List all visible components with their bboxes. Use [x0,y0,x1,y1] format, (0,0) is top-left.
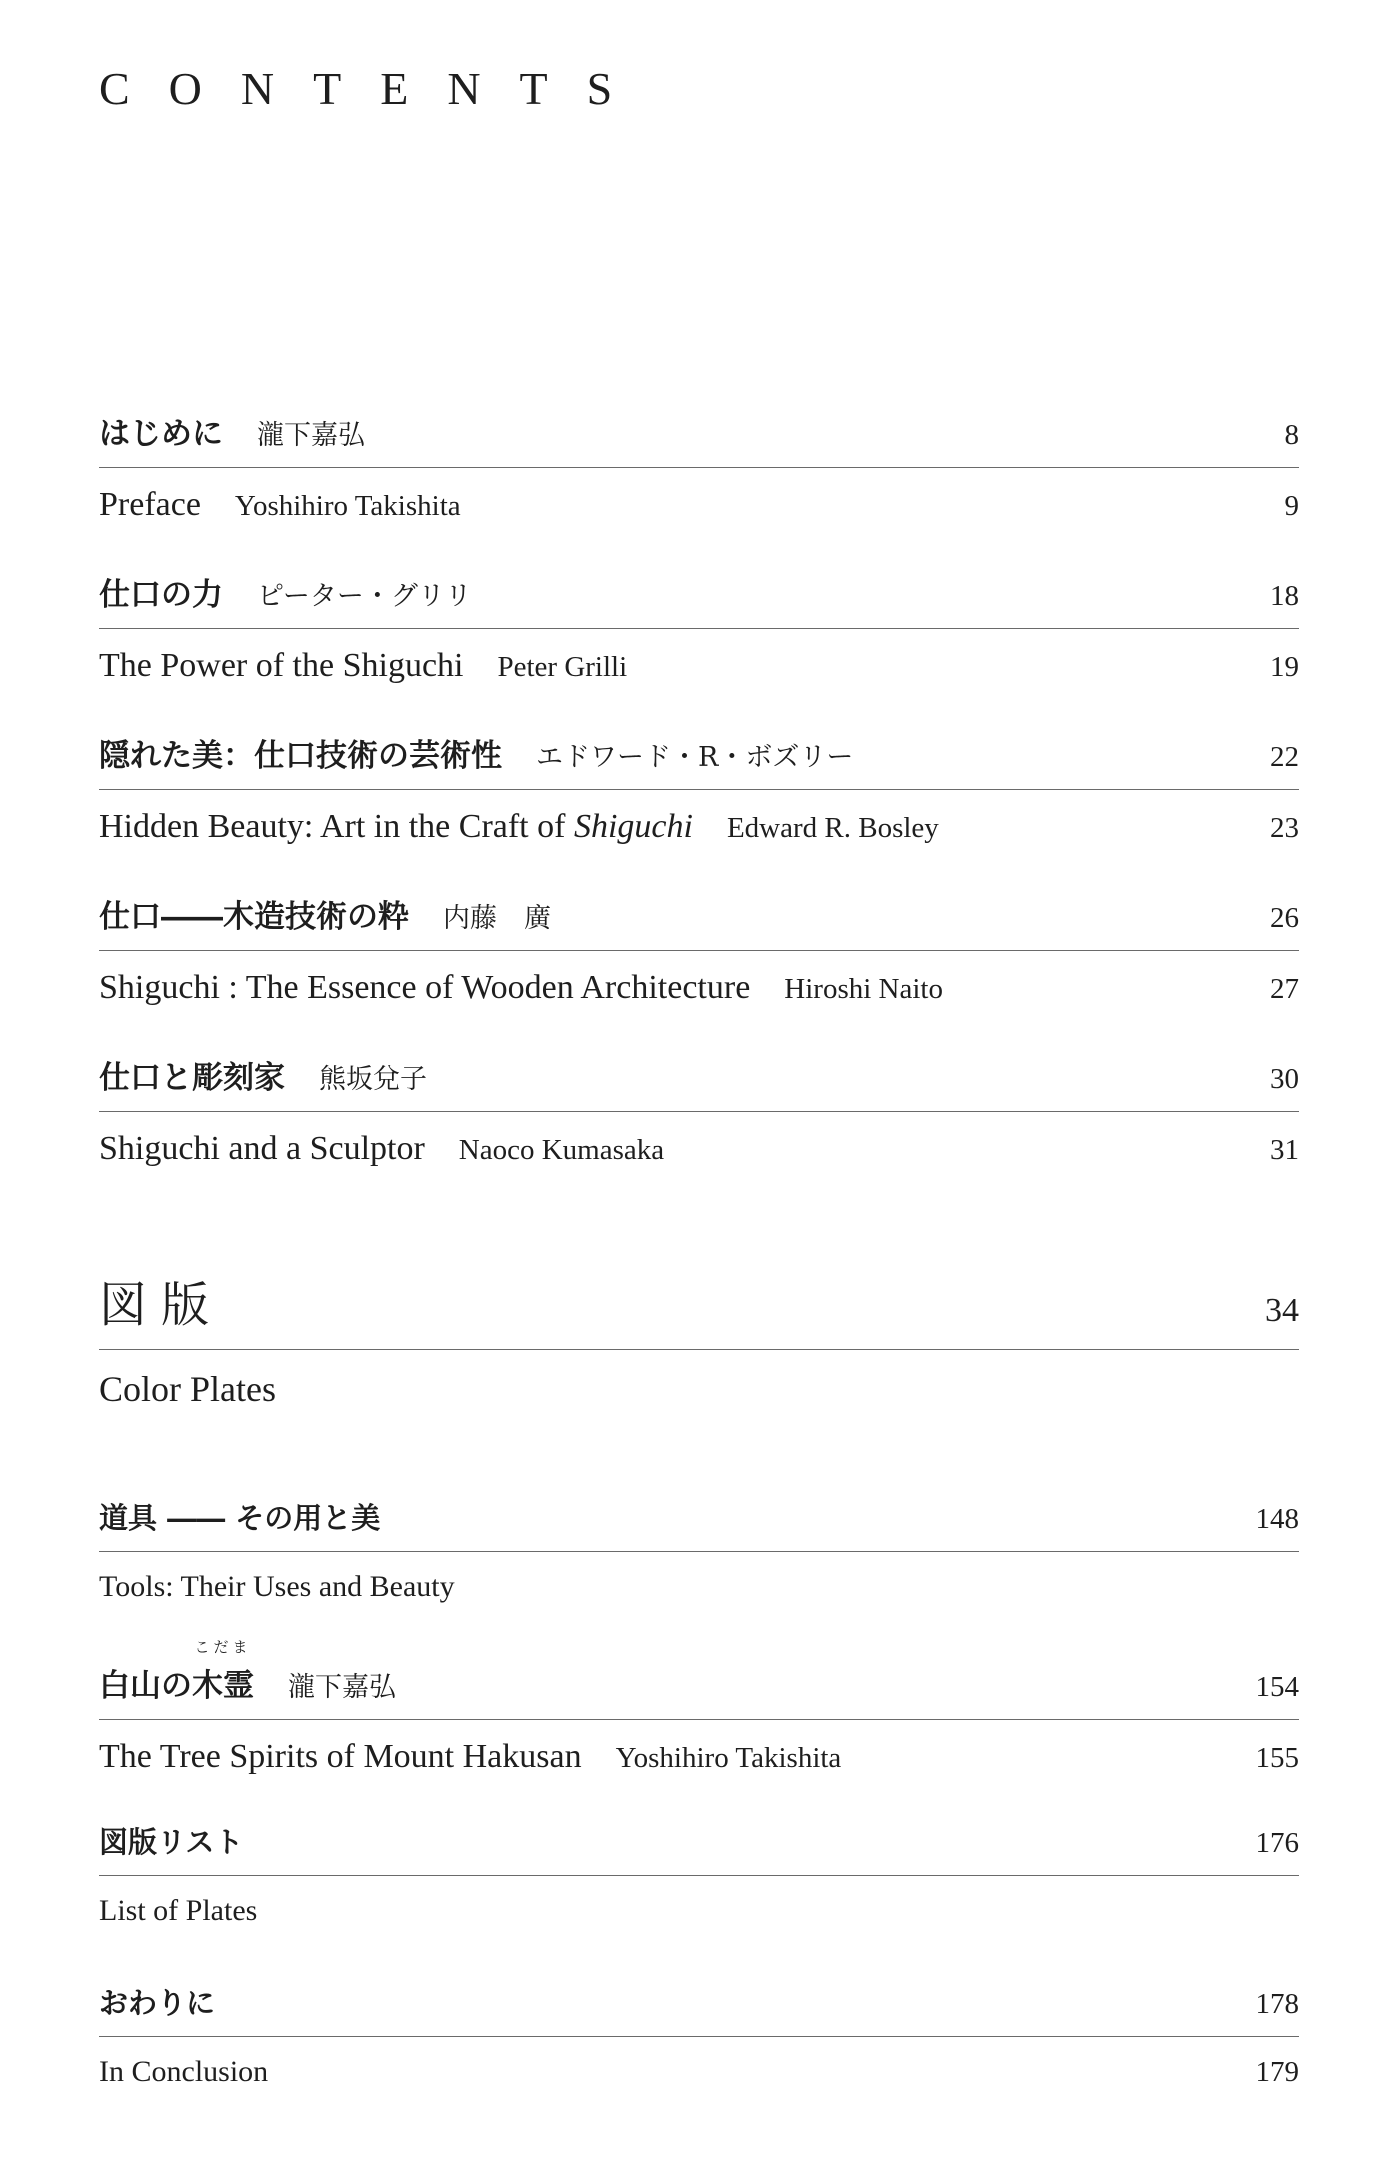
toc-en-author: Naoco Kumasaka [458,1134,665,1166]
toc-jp-row[interactable] [99,891,1299,936]
toc-en-page: 9 [1284,490,1299,522]
toc-jp-page: 148 [1255,1503,1299,1535]
toc-en-title: The Tree Spirits of Mount Hakusan [99,1738,582,1775]
toc-en-title: Preface [99,486,201,523]
toc-divider [99,628,1299,629]
toc-jp-title: 仕口と彫刻家 [99,1060,285,1096]
toc-en-row[interactable] [99,808,1299,846]
toc-jp-title: 道具 ―― その用と美 [99,1501,381,1535]
toc-en-title: Shiguchi and a Sculptor [99,1130,425,1167]
toc-en-row[interactable] [99,647,1299,685]
toc-en-page: 19 [1270,651,1299,683]
toc-en-row[interactable] [99,1368,1299,1410]
toc-jp-page: 22 [1270,741,1299,773]
toc-jp-title: はじめに [99,416,223,452]
toc-jp-title: 図版リスト [99,1825,244,1859]
toc-jp-ruby-reading: こだま [194,1638,252,1656]
toc-en-page: 27 [1270,973,1299,1005]
toc-en-row[interactable] [99,969,1299,1007]
toc-jp-author: 瀧下嘉弘 [257,420,365,451]
toc-jp-ruby-group [192,1638,254,1705]
toc-en-author: Hiroshi Naito [784,973,943,1005]
toc-divider [99,789,1299,790]
toc-entry-color-plates[interactable] [99,1266,1299,1410]
toc-jp-row[interactable] [99,1266,1299,1335]
toc-en-title: The Power of the Shiguchi [99,647,464,684]
toc-jp-row[interactable] [99,1052,1299,1097]
toc-divider [99,2036,1299,2037]
toc-entry-hidden-beauty[interactable] [99,730,1299,846]
toc-entry-tools[interactable] [99,1496,1299,1604]
toc-jp-title: おわりに [99,1986,216,2020]
toc-entry-power-of-shiguchi[interactable] [99,569,1299,685]
toc-divider [99,467,1299,468]
toc-jp-page: 26 [1270,902,1299,934]
toc-divider [99,1349,1299,1350]
toc-jp-title: 隠れた美：仕口技術の芸術性 [99,738,502,774]
toc-en-row[interactable] [99,1894,1299,1928]
toc-divider [99,950,1299,951]
toc-jp-page: 34 [1265,1292,1299,1329]
toc-en-title: List of Plates [99,1894,258,1927]
toc-jp-title [99,1638,254,1705]
toc-entry-list-of-plates[interactable] [99,1820,1299,1928]
toc-entry-in-conclusion[interactable] [99,1981,1299,2089]
toc-entry-preface[interactable] [99,408,1299,524]
toc-en-row[interactable] [99,1130,1299,1168]
toc-entry-sculptor[interactable] [99,1052,1299,1168]
toc-jp-row[interactable] [99,730,1299,775]
toc-jp-title: 仕口――木造技術の粋 [99,899,409,935]
toc-en-row[interactable] [99,2055,1299,2089]
toc-divider [99,1111,1299,1112]
toc-jp-page: 154 [1255,1671,1299,1703]
contents-heading: CONTENTS [99,63,652,114]
toc-en-author: Yoshihiro Takishita [615,1742,842,1774]
toc-jp-page: 178 [1255,1988,1299,2020]
toc-en-author: Edward R. Bosley [726,812,939,844]
toc-en-author: Yoshihiro Takishita [234,490,461,522]
toc-en-row[interactable] [99,486,1299,524]
toc-en-page: 155 [1255,1742,1299,1774]
toc-jp-row[interactable] [99,1638,1299,1705]
toc-jp-page: 8 [1284,419,1299,451]
toc-en-title: Tools: Their Uses and Beauty [99,1570,455,1603]
toc-en-title: Shiguchi : The Essence of Wooden Architecture [99,969,751,1006]
toc-en-title-main: Hidden Beauty: Art in the Craft of [99,808,574,845]
toc-jp-title-main: 白山の [99,1668,192,1704]
toc-jp-page: 18 [1270,580,1299,612]
toc-jp-ruby-base: 木霊 [192,1668,254,1704]
toc-en-page: 31 [1270,1134,1299,1166]
toc-divider [99,1551,1299,1552]
toc-en-title [99,808,693,846]
toc-jp-author: 熊坂兌子 [319,1064,427,1095]
toc-jp-title: 仕口の力 [99,577,223,613]
toc-divider [99,1875,1299,1876]
toc-jp-author: ピーター・グリリ [257,581,472,612]
toc-entry-tree-spirits[interactable] [99,1638,1299,1776]
toc-jp-row[interactable] [99,1981,1299,2022]
toc-en-author: Peter Grilli [497,651,628,683]
toc-jp-row[interactable] [99,1496,1299,1537]
toc-en-title: Color Plates [99,1369,276,1409]
toc-jp-page: 176 [1255,1827,1299,1859]
toc-jp-title: 図版 [99,1277,224,1333]
toc-divider [99,1719,1299,1720]
toc-en-title-italic: Shiguchi [573,808,693,845]
toc-jp-row[interactable] [99,1820,1299,1861]
toc-en-row[interactable] [99,1570,1299,1604]
toc-jp-row[interactable] [99,569,1299,614]
toc-jp-row[interactable] [99,408,1299,453]
toc-en-title: In Conclusion [99,2055,269,2088]
toc-en-row[interactable] [99,1738,1299,1776]
toc-jp-author: 瀧下嘉弘 [288,1672,396,1703]
toc-jp-page: 30 [1270,1063,1299,1095]
toc-jp-author: 内藤 廣 [443,903,551,934]
toc-entry-essence[interactable] [99,891,1299,1007]
toc-en-page: 23 [1270,812,1299,844]
toc-jp-author: エドワード・R・ボズリー [536,742,854,773]
toc-en-page: 179 [1255,2056,1299,2088]
